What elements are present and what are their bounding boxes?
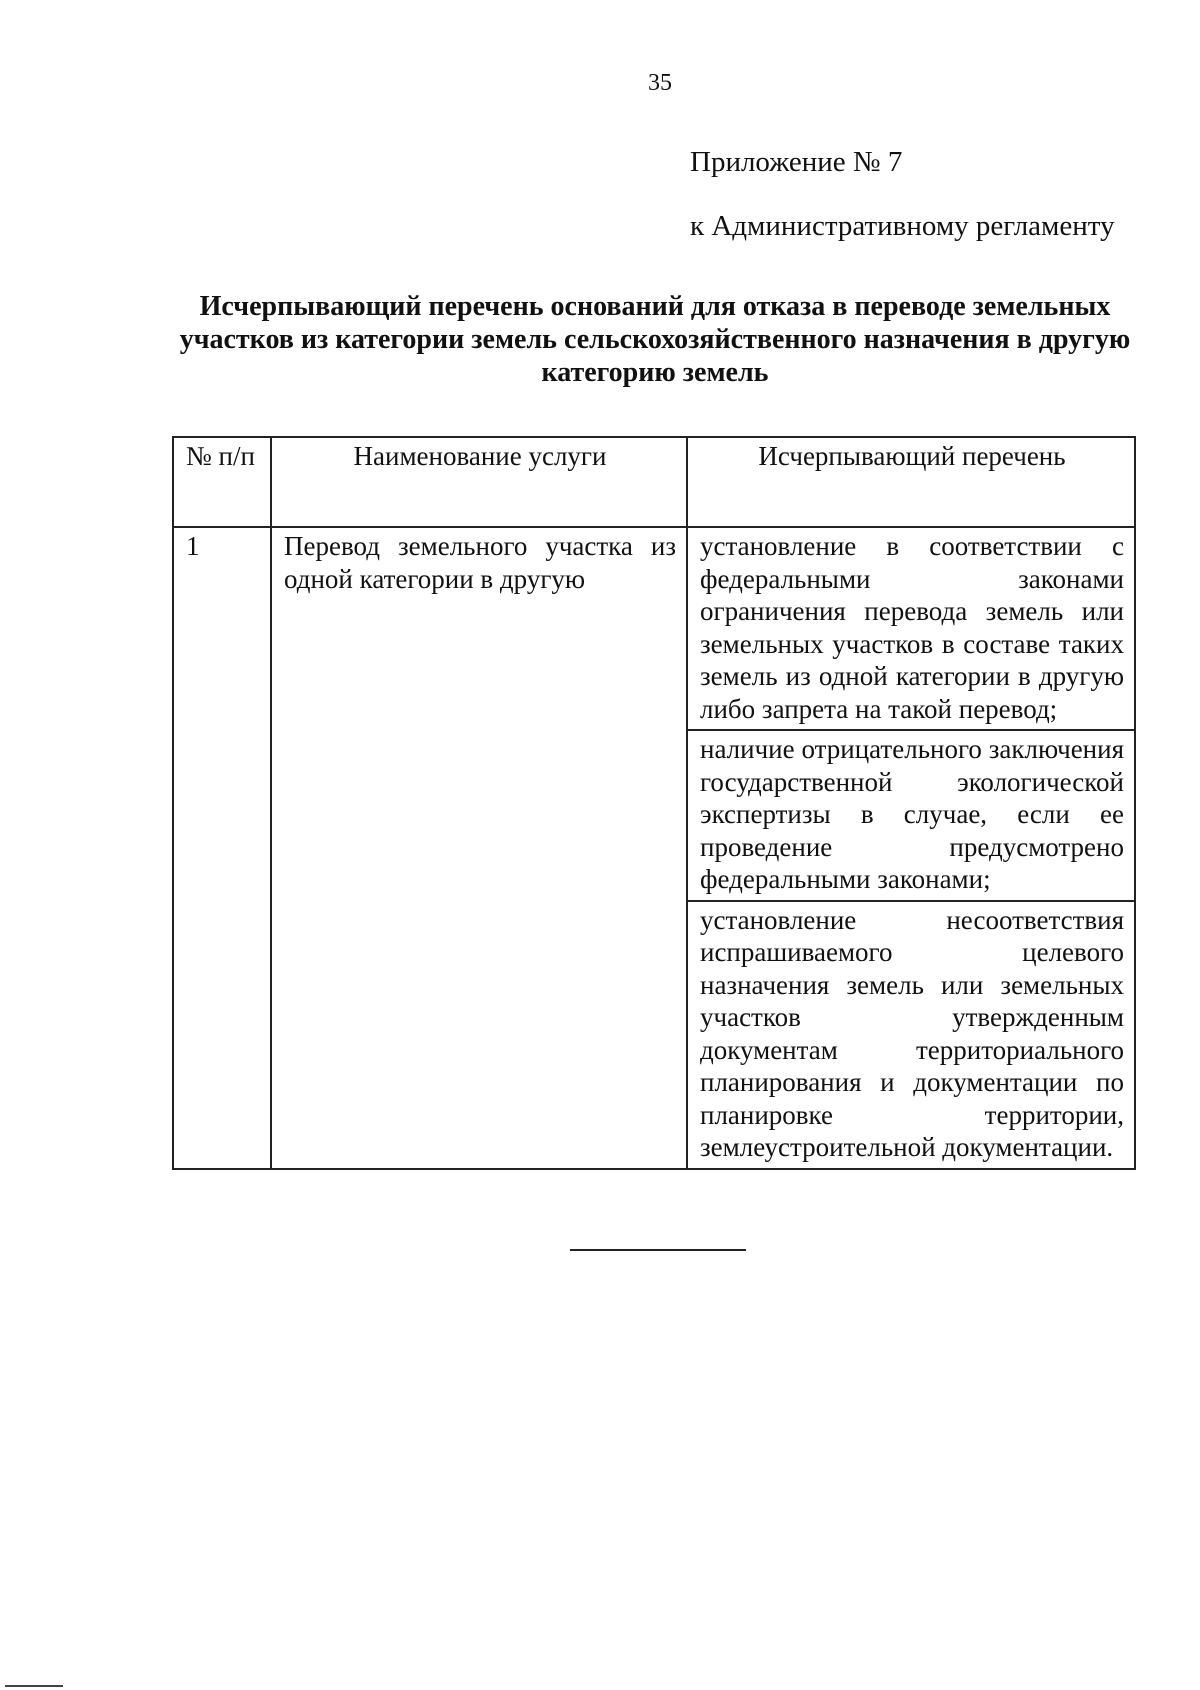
reason-item: наличие отрицательного заключения государственной экологической экспертизы в случае, если ее проведение предусмотрено федеральными законами; bbox=[687, 730, 1135, 901]
reason-item: установление несоответствия испрашиваемого целевого назначения земель или земельных участков утвержденным документам территориального планирования и документации по планировке территории, землеустроительной документации. bbox=[687, 901, 1135, 1169]
page-number: 35 bbox=[648, 70, 672, 96]
appendix-title: Приложение № 7 bbox=[690, 146, 903, 178]
header-exhaustive-list: Исчерпывающий перечень bbox=[687, 437, 1135, 527]
footer-divider bbox=[570, 1249, 746, 1251]
table-header-row bbox=[173, 437, 1135, 527]
appendix-subtitle: к Административному регламенту bbox=[690, 210, 1115, 242]
header-num: № п/п bbox=[173, 437, 271, 527]
row-service-name: Перевод земельного участка из одной категории в другую bbox=[271, 527, 687, 1169]
document-title: Исчерпывающий перечень оснований для отказа в переводе земельных участков из категории земель сельскохозяйственного назначения в другую категорию земель bbox=[179, 291, 1131, 388]
scan-edge-mark bbox=[5, 1685, 63, 1687]
table-row bbox=[173, 527, 1135, 730]
row-num: 1 bbox=[173, 527, 271, 1169]
reasons-table bbox=[172, 436, 1136, 1170]
header-service-name: Наименование услуги bbox=[271, 437, 687, 527]
reason-item: установление в соответствии с федеральными законами ограничения перевода земель или земельных участков в составе таких земель из одной категории в другую либо запрета на такой перевод; bbox=[687, 527, 1135, 730]
